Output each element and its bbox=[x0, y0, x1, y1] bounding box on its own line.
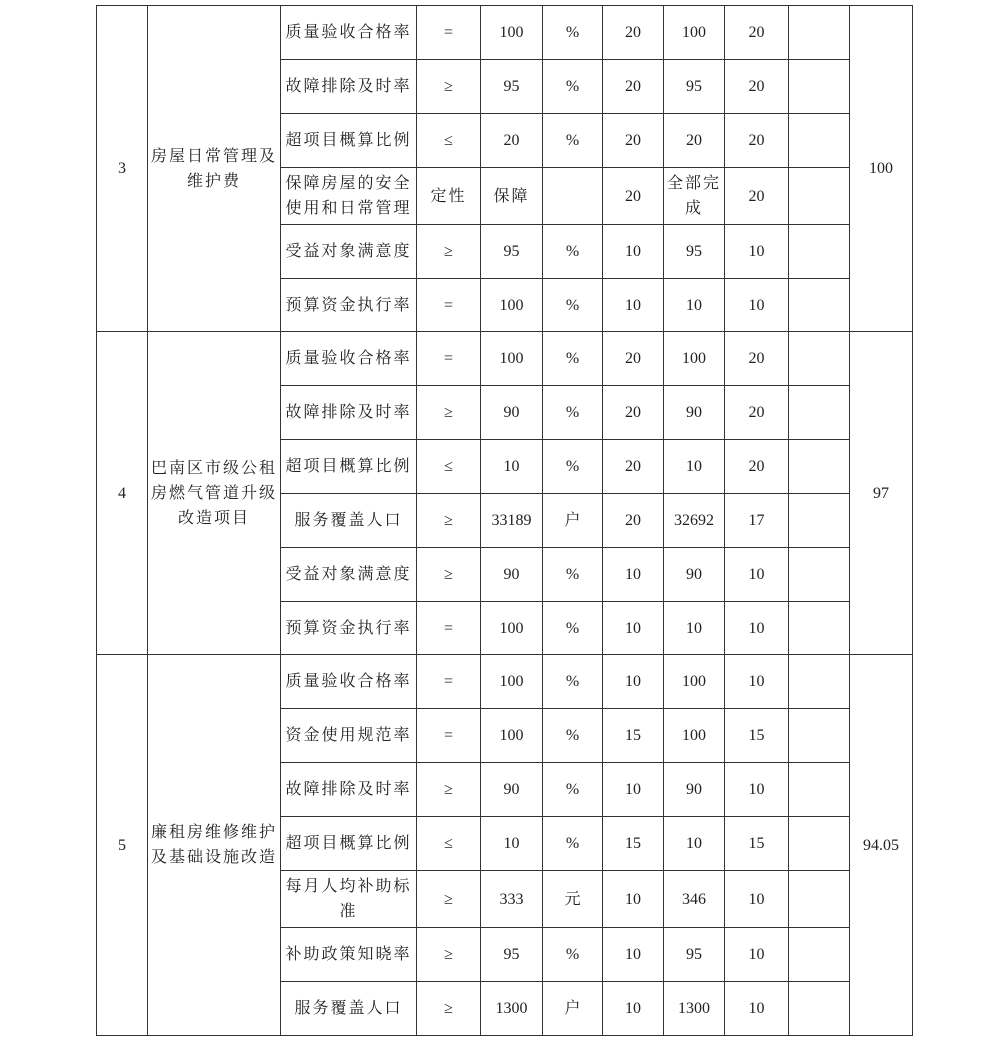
indicator-name: 质量验收合格率 bbox=[281, 332, 417, 386]
score-value: 10 bbox=[725, 871, 789, 928]
score-value: 15 bbox=[725, 709, 789, 763]
blank-cell bbox=[789, 982, 850, 1036]
operator: ≤ bbox=[417, 114, 481, 168]
operator: ≥ bbox=[417, 225, 481, 279]
blank-cell bbox=[789, 763, 850, 817]
blank-cell bbox=[789, 709, 850, 763]
indicator-name: 保障房屋的安全使用和日常管理 bbox=[281, 168, 417, 225]
weight: 20 bbox=[603, 386, 664, 440]
operator: = bbox=[417, 709, 481, 763]
blank-cell bbox=[789, 386, 850, 440]
blank-cell bbox=[789, 332, 850, 386]
indicator-name: 服务覆盖人口 bbox=[281, 982, 417, 1036]
actual-value: 90 bbox=[664, 763, 725, 817]
operator: ≥ bbox=[417, 494, 481, 548]
operator: = bbox=[417, 655, 481, 709]
operator: = bbox=[417, 602, 481, 655]
score-value: 20 bbox=[725, 6, 789, 60]
score-value: 20 bbox=[725, 168, 789, 225]
weight: 15 bbox=[603, 817, 664, 871]
target-value: 100 bbox=[481, 709, 543, 763]
actual-value: 95 bbox=[664, 928, 725, 982]
indicator-name: 预算资金执行率 bbox=[281, 279, 417, 332]
target-value: 100 bbox=[481, 655, 543, 709]
weight: 20 bbox=[603, 440, 664, 494]
weight: 10 bbox=[603, 602, 664, 655]
indicator-name: 每月人均补助标准 bbox=[281, 871, 417, 928]
unit: 户 bbox=[543, 982, 603, 1036]
target-value: 10 bbox=[481, 817, 543, 871]
score-value: 20 bbox=[725, 60, 789, 114]
score-value: 20 bbox=[725, 386, 789, 440]
actual-value: 95 bbox=[664, 225, 725, 279]
performance-table bbox=[96, 5, 913, 1036]
score-value: 10 bbox=[725, 602, 789, 655]
actual-value: 346 bbox=[664, 871, 725, 928]
unit: 户 bbox=[543, 494, 603, 548]
actual-value: 全部完成 bbox=[664, 168, 725, 225]
score-value: 10 bbox=[725, 225, 789, 279]
operator: ≥ bbox=[417, 763, 481, 817]
target-value: 90 bbox=[481, 763, 543, 817]
operator: ≤ bbox=[417, 817, 481, 871]
indicator-name: 预算资金执行率 bbox=[281, 602, 417, 655]
indicator-name: 受益对象满意度 bbox=[281, 225, 417, 279]
blank-cell bbox=[789, 928, 850, 982]
table-row bbox=[97, 6, 913, 60]
unit: % bbox=[543, 225, 603, 279]
score-value: 10 bbox=[725, 982, 789, 1036]
weight: 10 bbox=[603, 982, 664, 1036]
blank-cell bbox=[789, 225, 850, 279]
actual-value: 10 bbox=[664, 440, 725, 494]
weight: 10 bbox=[603, 548, 664, 602]
actual-value: 100 bbox=[664, 709, 725, 763]
actual-value: 90 bbox=[664, 386, 725, 440]
score-value: 10 bbox=[725, 655, 789, 709]
score-value: 20 bbox=[725, 440, 789, 494]
blank-cell bbox=[789, 440, 850, 494]
table-row bbox=[97, 655, 913, 709]
score-value: 15 bbox=[725, 817, 789, 871]
target-value: 90 bbox=[481, 548, 543, 602]
target-value: 33189 bbox=[481, 494, 543, 548]
target-value: 100 bbox=[481, 602, 543, 655]
weight: 10 bbox=[603, 225, 664, 279]
target-value: 100 bbox=[481, 6, 543, 60]
operator: ≤ bbox=[417, 440, 481, 494]
target-value: 95 bbox=[481, 928, 543, 982]
indicator-name: 补助政策知晓率 bbox=[281, 928, 417, 982]
actual-value: 100 bbox=[664, 6, 725, 60]
score-value: 10 bbox=[725, 548, 789, 602]
project-name: 巴南区市级公租房燃气管道升级改造项目 bbox=[148, 332, 281, 655]
project-name: 房屋日常管理及维护费 bbox=[148, 6, 281, 332]
score-value: 17 bbox=[725, 494, 789, 548]
weight: 10 bbox=[603, 763, 664, 817]
unit bbox=[543, 168, 603, 225]
project-number: 3 bbox=[97, 6, 148, 332]
indicator-name: 故障排除及时率 bbox=[281, 386, 417, 440]
unit: % bbox=[543, 6, 603, 60]
target-value: 100 bbox=[481, 332, 543, 386]
operator: = bbox=[417, 6, 481, 60]
blank-cell bbox=[789, 168, 850, 225]
score-value: 10 bbox=[725, 279, 789, 332]
unit: % bbox=[543, 817, 603, 871]
operator: ≥ bbox=[417, 386, 481, 440]
target-value: 100 bbox=[481, 279, 543, 332]
weight: 15 bbox=[603, 709, 664, 763]
actual-value: 10 bbox=[664, 279, 725, 332]
blank-cell bbox=[789, 494, 850, 548]
target-value: 90 bbox=[481, 386, 543, 440]
blank-cell bbox=[789, 60, 850, 114]
indicator-name: 受益对象满意度 bbox=[281, 548, 417, 602]
unit: % bbox=[543, 386, 603, 440]
unit: % bbox=[543, 548, 603, 602]
target-value: 20 bbox=[481, 114, 543, 168]
actual-value: 100 bbox=[664, 655, 725, 709]
operator: = bbox=[417, 279, 481, 332]
target-value: 95 bbox=[481, 60, 543, 114]
blank-cell bbox=[789, 602, 850, 655]
blank-cell bbox=[789, 6, 850, 60]
unit: % bbox=[543, 602, 603, 655]
actual-value: 1300 bbox=[664, 982, 725, 1036]
actual-value: 20 bbox=[664, 114, 725, 168]
operator: = bbox=[417, 332, 481, 386]
blank-cell bbox=[789, 114, 850, 168]
target-value: 95 bbox=[481, 225, 543, 279]
weight: 10 bbox=[603, 279, 664, 332]
unit: 元 bbox=[543, 871, 603, 928]
indicator-name: 服务覆盖人口 bbox=[281, 494, 417, 548]
target-value: 保障 bbox=[481, 168, 543, 225]
project-name: 廉租房维修维护及基础设施改造 bbox=[148, 655, 281, 1036]
blank-cell bbox=[789, 817, 850, 871]
target-value: 1300 bbox=[481, 982, 543, 1036]
weight: 20 bbox=[603, 6, 664, 60]
total-score: 94.05 bbox=[850, 655, 913, 1036]
weight: 20 bbox=[603, 168, 664, 225]
weight: 20 bbox=[603, 332, 664, 386]
project-number: 4 bbox=[97, 332, 148, 655]
indicator-name: 超项目概算比例 bbox=[281, 440, 417, 494]
unit: % bbox=[543, 655, 603, 709]
actual-value: 100 bbox=[664, 332, 725, 386]
project-number: 5 bbox=[97, 655, 148, 1036]
indicator-name: 故障排除及时率 bbox=[281, 763, 417, 817]
unit: % bbox=[543, 928, 603, 982]
score-value: 20 bbox=[725, 114, 789, 168]
total-score: 100 bbox=[850, 6, 913, 332]
weight: 10 bbox=[603, 655, 664, 709]
score-value: 10 bbox=[725, 928, 789, 982]
operator: ≥ bbox=[417, 60, 481, 114]
unit: % bbox=[543, 709, 603, 763]
unit: % bbox=[543, 114, 603, 168]
indicator-name: 资金使用规范率 bbox=[281, 709, 417, 763]
table-row bbox=[97, 332, 913, 386]
unit: % bbox=[543, 332, 603, 386]
unit: % bbox=[543, 763, 603, 817]
operator: ≥ bbox=[417, 928, 481, 982]
weight: 10 bbox=[603, 871, 664, 928]
unit: % bbox=[543, 440, 603, 494]
weight: 20 bbox=[603, 494, 664, 548]
actual-value: 90 bbox=[664, 548, 725, 602]
unit: % bbox=[543, 60, 603, 114]
indicator-name: 故障排除及时率 bbox=[281, 60, 417, 114]
operator: ≥ bbox=[417, 982, 481, 1036]
indicator-name: 质量验收合格率 bbox=[281, 655, 417, 709]
operator: ≥ bbox=[417, 548, 481, 602]
weight: 20 bbox=[603, 60, 664, 114]
actual-value: 10 bbox=[664, 817, 725, 871]
indicator-name: 质量验收合格率 bbox=[281, 6, 417, 60]
target-value: 10 bbox=[481, 440, 543, 494]
operator: 定性 bbox=[417, 168, 481, 225]
actual-value: 95 bbox=[664, 60, 725, 114]
actual-value: 32692 bbox=[664, 494, 725, 548]
total-score: 97 bbox=[850, 332, 913, 655]
weight: 20 bbox=[603, 114, 664, 168]
blank-cell bbox=[789, 655, 850, 709]
target-value: 333 bbox=[481, 871, 543, 928]
score-value: 20 bbox=[725, 332, 789, 386]
blank-cell bbox=[789, 279, 850, 332]
operator: ≥ bbox=[417, 871, 481, 928]
unit: % bbox=[543, 279, 603, 332]
indicator-name: 超项目概算比例 bbox=[281, 114, 417, 168]
blank-cell bbox=[789, 548, 850, 602]
actual-value: 10 bbox=[664, 602, 725, 655]
score-value: 10 bbox=[725, 763, 789, 817]
indicator-name: 超项目概算比例 bbox=[281, 817, 417, 871]
blank-cell bbox=[789, 871, 850, 928]
weight: 10 bbox=[603, 928, 664, 982]
